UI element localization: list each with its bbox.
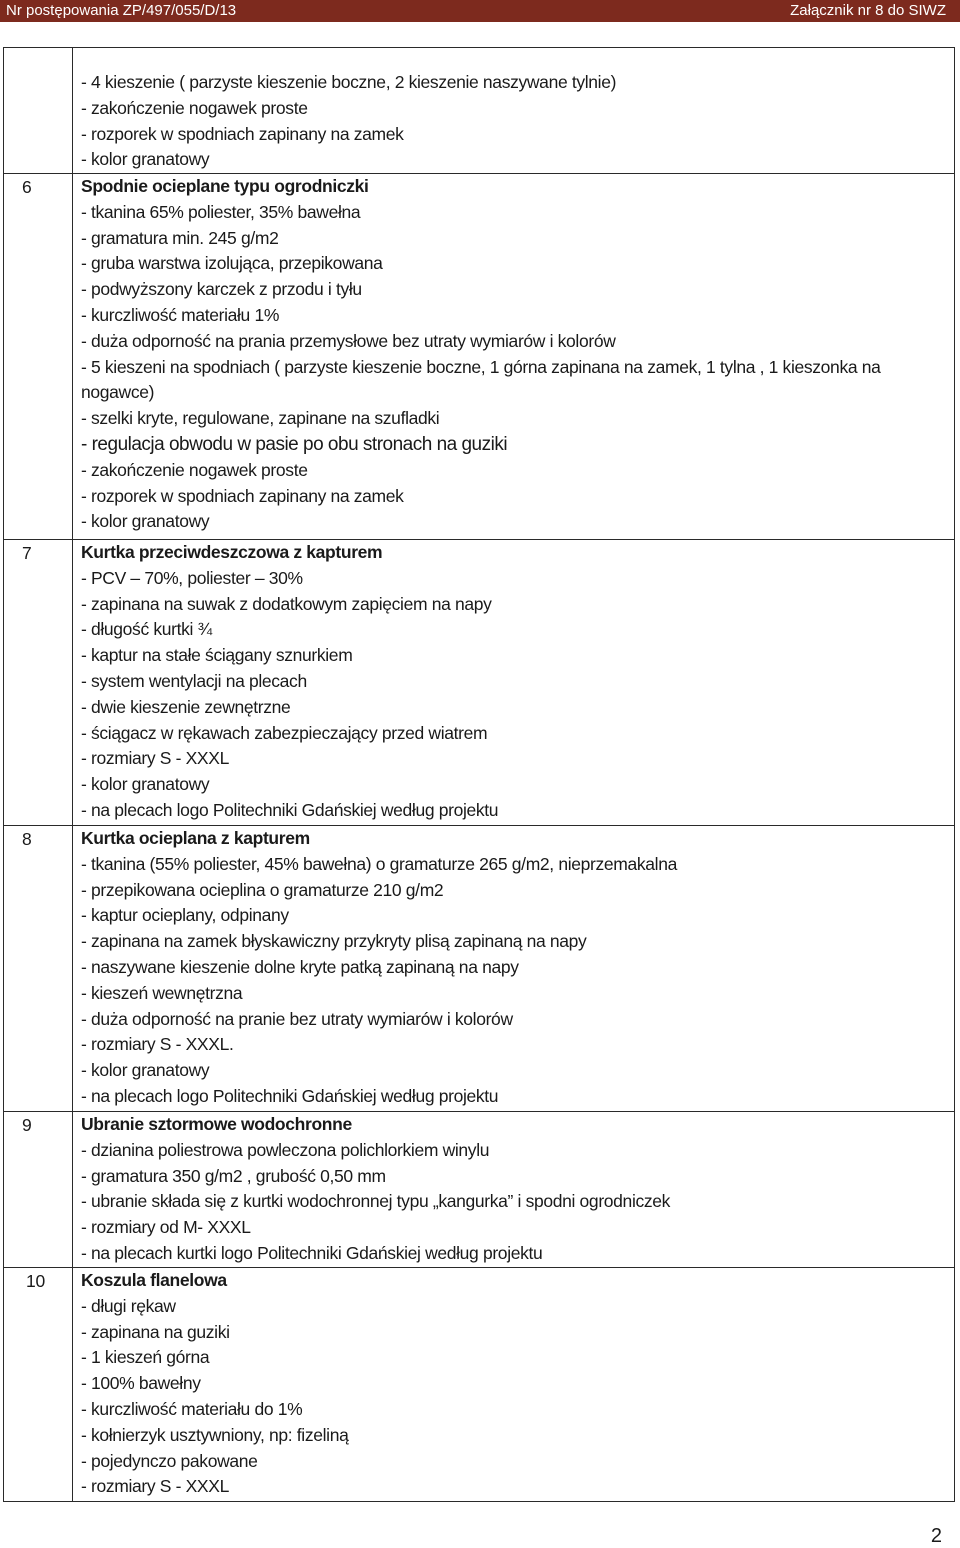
- spec-line: - gramatura 350 g/m2 , grubość 0,50 mm: [81, 1165, 386, 1186]
- spec-line: - kołnierzyk usztywniony, np: fizeliną: [81, 1424, 349, 1445]
- spec-line: - długi rękaw: [81, 1295, 176, 1316]
- spec-line: - długość kurtki ¾: [81, 619, 212, 640]
- spec-line: - dzianina poliestrowa powleczona polichlorkiem winylu: [81, 1139, 490, 1160]
- row-description: [81, 540, 951, 824]
- table-row: [4, 1111, 954, 1263]
- spec-line: - gramatura min. 245 g/m2: [81, 227, 279, 248]
- spec-line: - rozporek w spodniach zapinany na zamek: [81, 123, 404, 144]
- row-description: [81, 1268, 951, 1500]
- spec-line: - 100% bawełny: [81, 1373, 201, 1394]
- column-divider: [72, 48, 73, 1501]
- spec-line: - kurczliwość materiału 1%: [81, 304, 280, 325]
- row-number: 6: [22, 177, 32, 197]
- spec-line: - na plecach logo Politechniki Gdańskiej według projektu: [81, 799, 499, 820]
- row-description: [81, 826, 951, 1110]
- spec-line: - zapinana na suwak z dodatkowym zapięciem na napy: [81, 593, 492, 614]
- spec-line: - 4 kieszenie ( parzyste kieszenie boczne, 2 kieszenie naszywane tylnie): [81, 72, 617, 92]
- row-number: 8: [22, 829, 32, 849]
- attachment-label: Załącznik nr 8 do SIWZ: [790, 2, 946, 19]
- spec-line: - rozmiary S - XXXL.: [81, 1034, 234, 1055]
- spec-line: - zapinana na zamek błyskawiczny przykryty plisą zapinaną na napy: [81, 931, 587, 952]
- spec-line: - zakończenie nogawek proste: [81, 459, 308, 480]
- row-number: 10: [26, 1271, 46, 1291]
- spec-line: - tkanina 65% poliester, 35% bawełna: [81, 201, 361, 222]
- table-row: [4, 825, 954, 1106]
- row-description: [81, 174, 951, 535]
- row-number: 7: [22, 543, 32, 563]
- spec-line: - kurczliwość materiału do 1%: [81, 1398, 303, 1419]
- spec-line: - szelki kryte, regulowane, zapinane na szufladki: [81, 408, 440, 429]
- spec-line: - ściągacz w rękawach zabezpieczający przed wiatrem: [81, 722, 488, 743]
- spec-line: - 5 kieszeni na spodniach ( parzyste kieszenie boczne, 1 górna zapinana na zamek, 1 tylna , 1 kieszonka na nogawce): [81, 356, 881, 403]
- table-row: [4, 539, 954, 820]
- spec-line: - gruba warstwa izolująca, przepikowana: [81, 253, 383, 274]
- row-number: 9: [22, 1115, 32, 1135]
- spec-line: - kolor granatowy: [81, 774, 210, 795]
- procedure-number: Nr postępowania ZP/497/055/D/13: [6, 2, 237, 19]
- spec-line: - kaptur na stałe ściągany sznurkiem: [81, 645, 353, 666]
- item-title: Ubranie sztormowe wodochronne: [81, 1114, 352, 1134]
- spec-line: - system wentylacji na plecach: [81, 670, 307, 691]
- spec-line: - ubranie składa się z kurtki wodochronnej typu „kangurka” i spodni ogrodniczek: [81, 1191, 671, 1212]
- spec-line: - duża odporność na prania przemysłowe bez utraty wymiarów i kolorów: [81, 330, 616, 351]
- spec-line: - kieszeń wewnętrzna: [81, 982, 243, 1003]
- spec-line: - naszywane kieszenie dolne kryte patką zapinaną na napy: [81, 956, 519, 977]
- spec-line: - zakończenie nogawek proste: [81, 97, 308, 118]
- item-title: Kurtka przeciwdeszczowa z kapturem: [81, 542, 383, 562]
- spec-line: - dwie kieszenie zewnętrzne: [81, 696, 291, 717]
- page-header: [0, 0, 960, 22]
- item-title: Kurtka ocieplana z kapturem: [81, 828, 310, 848]
- spec-line: - kaptur ocieplany, odpinany: [81, 905, 289, 926]
- row-description: [81, 70, 951, 173]
- spec-line: - kolor granatowy: [81, 1060, 210, 1081]
- spec-line: - kolor granatowy: [81, 149, 210, 170]
- spec-line: - rozmiary S - XXXL: [81, 1476, 229, 1497]
- table-row: [4, 173, 954, 532]
- item-title: Spodnie ocieplane typu ogrodniczki: [81, 176, 369, 196]
- spec-line: - na plecach kurtki logo Politechniki Gdańskiej według projektu: [81, 1242, 543, 1263]
- spec-line: - rozmiary S - XXXL: [81, 748, 229, 769]
- spec-line: - kolor granatowy: [81, 511, 210, 532]
- spec-line: - 1 kieszeń górna: [81, 1347, 210, 1368]
- spec-line: - na plecach logo Politechniki Gdańskiej według projektu: [81, 1085, 499, 1106]
- spec-line: - duża odporność na pranie bez utraty wymiarów i kolorów: [81, 1008, 513, 1029]
- spec-line: - PCV – 70%, poliester – 30%: [81, 567, 303, 588]
- spec-line: - zapinana na guziki: [81, 1321, 230, 1342]
- specification-table: [3, 47, 955, 1502]
- spec-line: - regulacja obwodu w pasie po obu stronach na guziki: [81, 433, 508, 455]
- item-title: Koszula flanelowa: [81, 1270, 227, 1290]
- row-description: [81, 1112, 951, 1267]
- spec-line: - pojedynczo pakowane: [81, 1450, 258, 1471]
- spec-line: - tkanina (55% poliester, 45% bawełna) o gramaturze 265 g/m2, nieprzemakalna: [81, 853, 677, 874]
- spec-line: - przepikowana ocieplina o gramaturze 210 g/m2: [81, 879, 444, 900]
- table-row: [4, 1267, 954, 1497]
- spec-line: - rozporek w spodniach zapinany na zamek: [81, 485, 404, 506]
- page-number: 2: [930, 1525, 942, 1547]
- spec-line: - podwyższony karczek z przodu i tyłu: [81, 279, 362, 300]
- spec-line: - rozmiary od M- XXXL: [81, 1217, 251, 1238]
